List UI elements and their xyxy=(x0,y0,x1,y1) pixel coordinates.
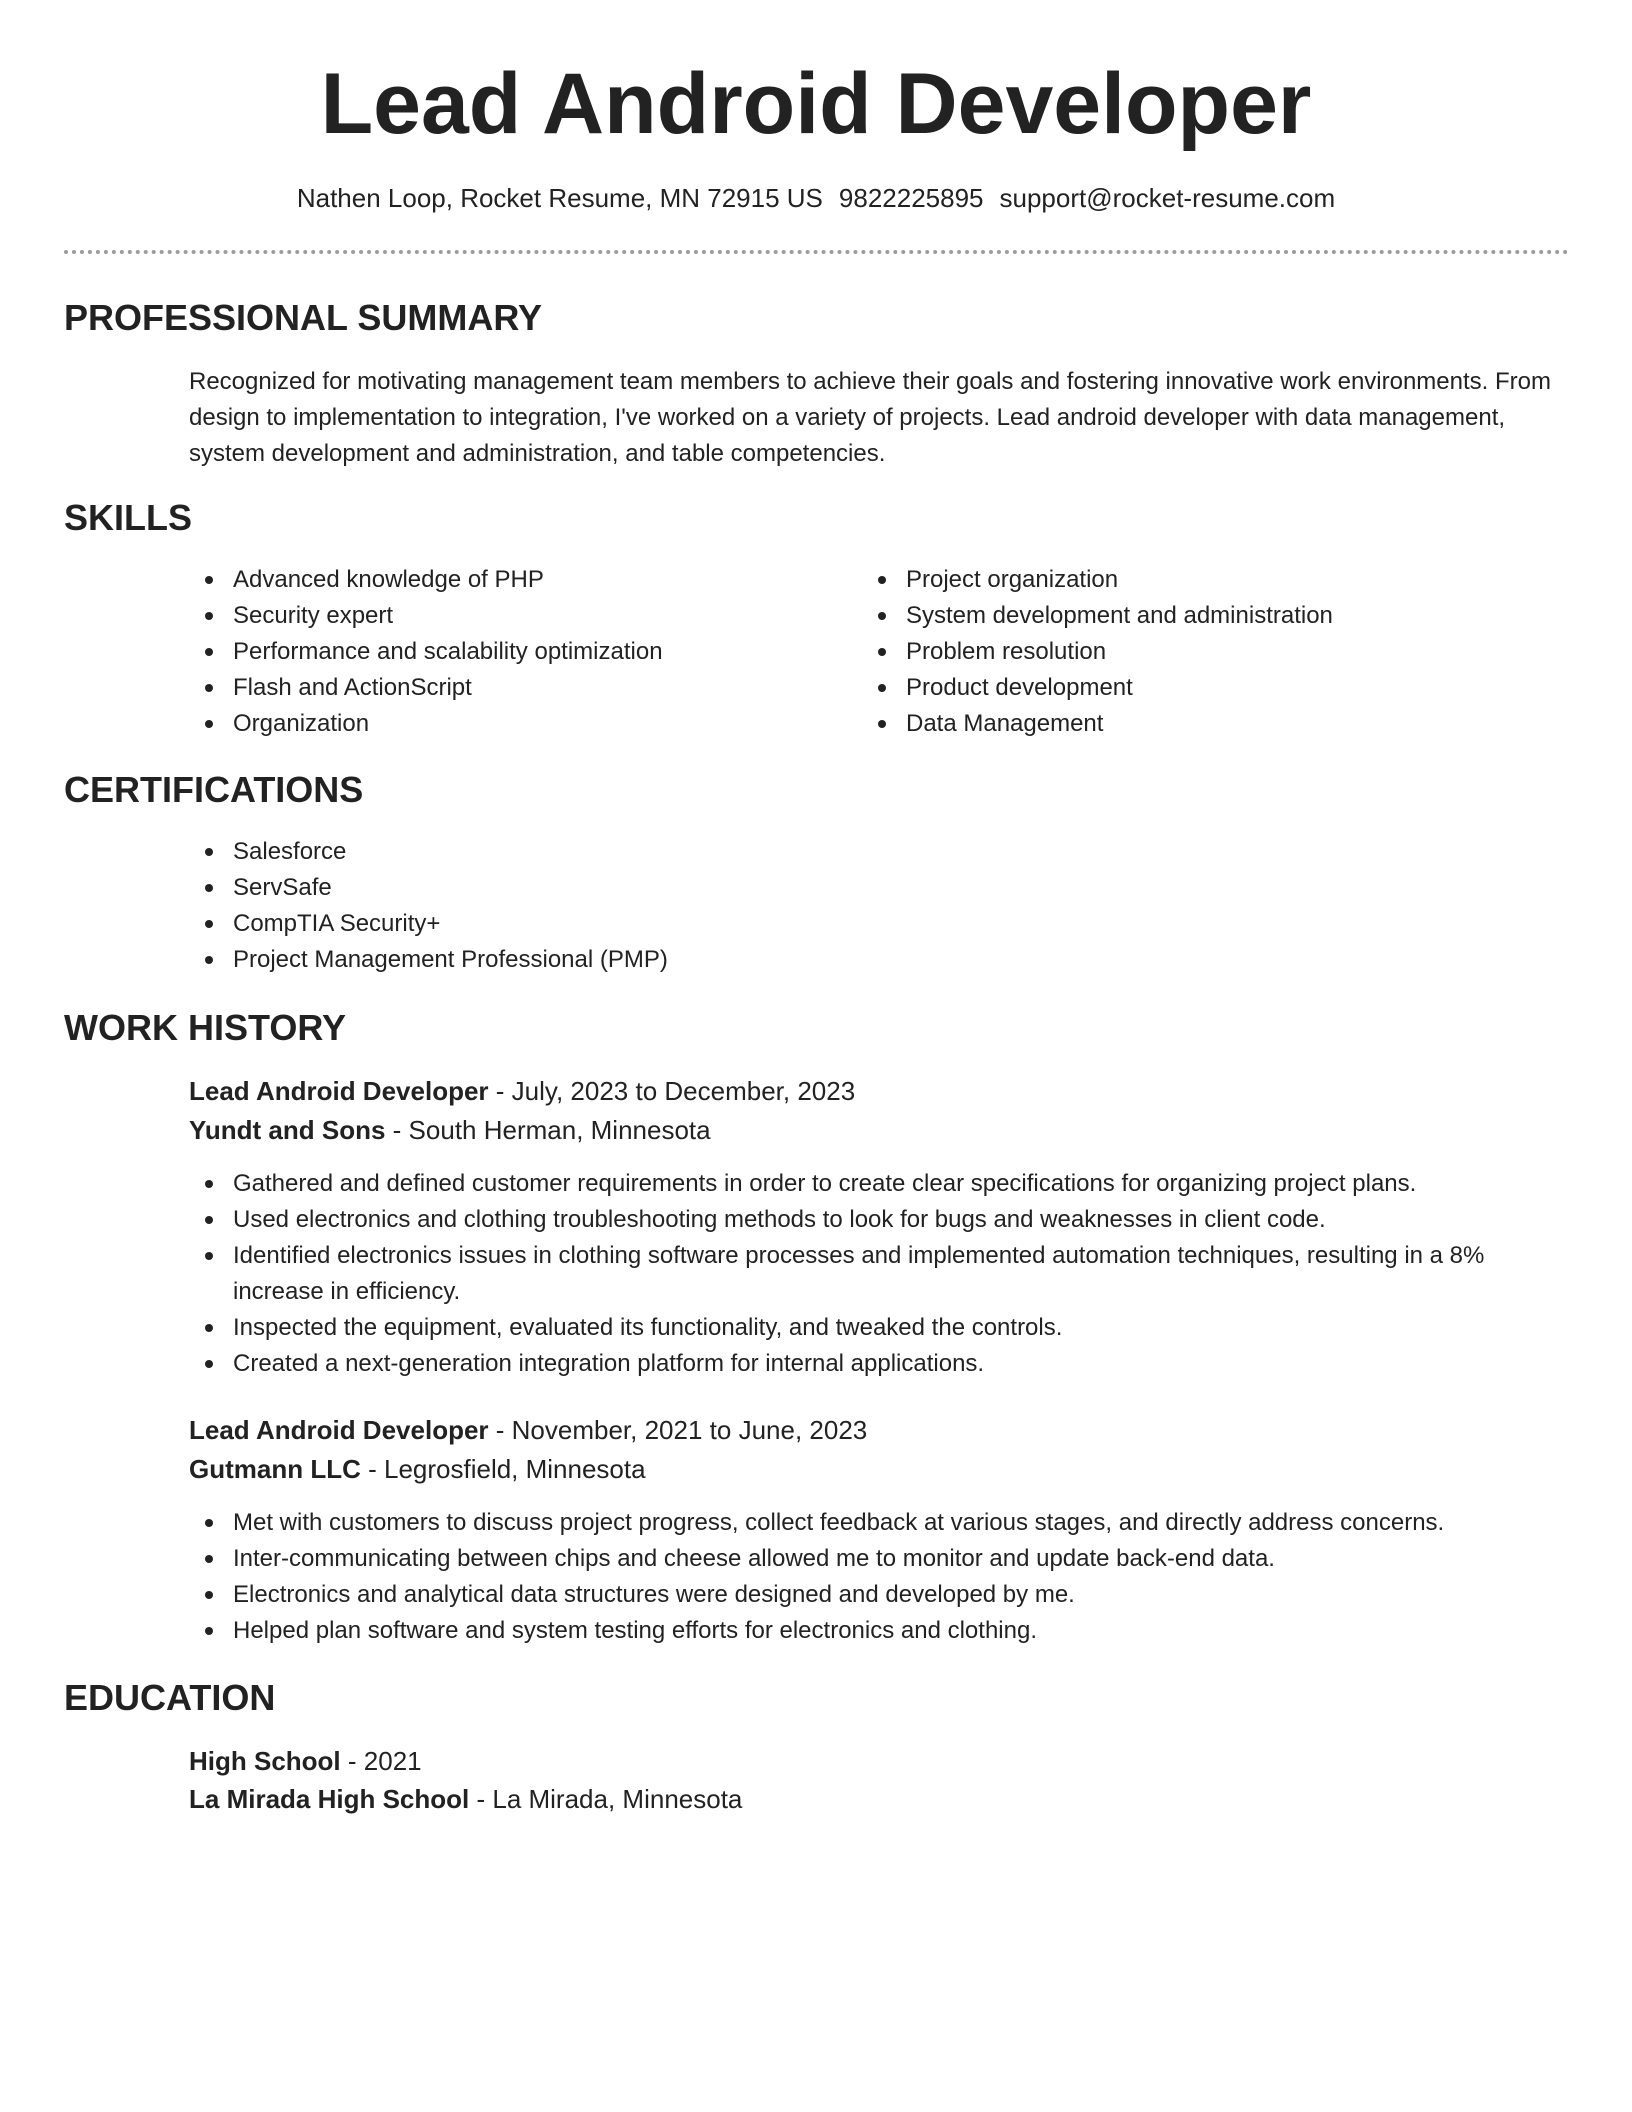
education-degree-line xyxy=(189,1742,422,1780)
job-title: Lead Android Developer xyxy=(189,1415,489,1445)
job-title: Lead Android Developer xyxy=(189,1076,489,1106)
address: Nathen Loop, Rocket Resume, MN 72915 US xyxy=(296,183,823,213)
list-item: ServSafe xyxy=(189,870,1489,906)
list-item: Flash and ActionScript xyxy=(189,670,849,706)
job-company-line xyxy=(189,1111,711,1149)
job-location: - Legrosfield, Minnesota xyxy=(360,1454,646,1484)
skills-list-right xyxy=(862,562,1542,742)
job-title-line xyxy=(189,1411,867,1449)
section-heading-work-history: WORK HISTORY xyxy=(64,1007,347,1048)
job-title-line xyxy=(189,1072,855,1110)
list-item: Inspected the equipment, evaluated its functionality, and tweaked the controls. xyxy=(189,1310,1559,1346)
education-location: - La Mirada, Minnesota xyxy=(469,1784,743,1814)
section-heading-certifications: CERTIFICATIONS xyxy=(64,769,364,810)
list-item: Security expert xyxy=(189,598,849,634)
list-item: Advanced knowledge of PHP xyxy=(189,562,849,598)
summary-text: Recognized for motivating management team members to achieve their goals and fostering innovative work environments. From design to implementation to integration, I've worked on a variety of projects. Lead android developer with data management, system development and administration, and table competencies. xyxy=(189,368,1551,467)
list-item: Product development xyxy=(862,670,1542,706)
list-item: Salesforce xyxy=(189,834,1489,870)
list-item: Electronics and analytical data structures were designed and developed by me. xyxy=(189,1577,1559,1613)
contact-line xyxy=(0,180,1632,216)
certifications-list xyxy=(189,834,1489,978)
job-company: Yundt and Sons xyxy=(189,1115,386,1145)
resume-title: Lead Android Developer xyxy=(320,56,1312,152)
education-degree: High School xyxy=(189,1746,341,1776)
list-item: Used electronics and clothing troubleshooting methods to look for bugs and weaknesses in client code. xyxy=(189,1202,1559,1238)
list-item: Identified electronics issues in clothing software processes and implemented automation techniques, resulting in a 8% increase in efficiency. xyxy=(189,1238,1559,1310)
list-item: Created a next-generation integration platform for internal applications. xyxy=(189,1346,1559,1382)
job-company-line xyxy=(189,1450,646,1488)
list-item: CompTIA Security+ xyxy=(189,906,1489,942)
list-item: Performance and scalability optimization xyxy=(189,634,849,670)
list-item: Data Management xyxy=(862,706,1542,742)
job-dates: - July, 2023 to December, 2023 xyxy=(488,1076,856,1106)
list-item: System development and administration xyxy=(862,598,1542,634)
list-item: Problem resolution xyxy=(862,634,1542,670)
list-item: Project organization xyxy=(862,562,1542,598)
list-item: Met with customers to discuss project progress, collect feedback at various stages, and directly address concerns. xyxy=(189,1505,1559,1541)
education-school-line xyxy=(189,1780,742,1818)
education-year: - 2021 xyxy=(340,1746,422,1776)
job-company: Gutmann LLC xyxy=(189,1454,361,1484)
header-divider xyxy=(64,250,1569,254)
section-heading-skills: SKILLS xyxy=(64,497,193,538)
education-school: La Mirada High School xyxy=(189,1784,470,1814)
phone: 9822225895 xyxy=(838,183,984,213)
job-bullets xyxy=(189,1166,1559,1382)
skills-list-left xyxy=(189,562,849,742)
section-heading-summary: PROFESSIONAL SUMMARY xyxy=(64,297,543,338)
job-dates: - November, 2021 to June, 2023 xyxy=(488,1415,868,1445)
email: support@rocket-resume.com xyxy=(999,183,1336,213)
list-item: Project Management Professional (PMP) xyxy=(189,942,1489,978)
section-heading-education: EDUCATION xyxy=(64,1677,276,1718)
job-bullets xyxy=(189,1505,1559,1649)
list-item: Gathered and defined customer requirements in order to create clear specifications for organizing project plans. xyxy=(189,1166,1559,1202)
list-item: Helped plan software and system testing efforts for electronics and clothing. xyxy=(189,1613,1559,1649)
job-location: - South Herman, Minnesota xyxy=(385,1115,711,1145)
list-item: Organization xyxy=(189,706,849,742)
list-item: Inter-communicating between chips and cheese allowed me to monitor and update back-end data. xyxy=(189,1541,1559,1577)
